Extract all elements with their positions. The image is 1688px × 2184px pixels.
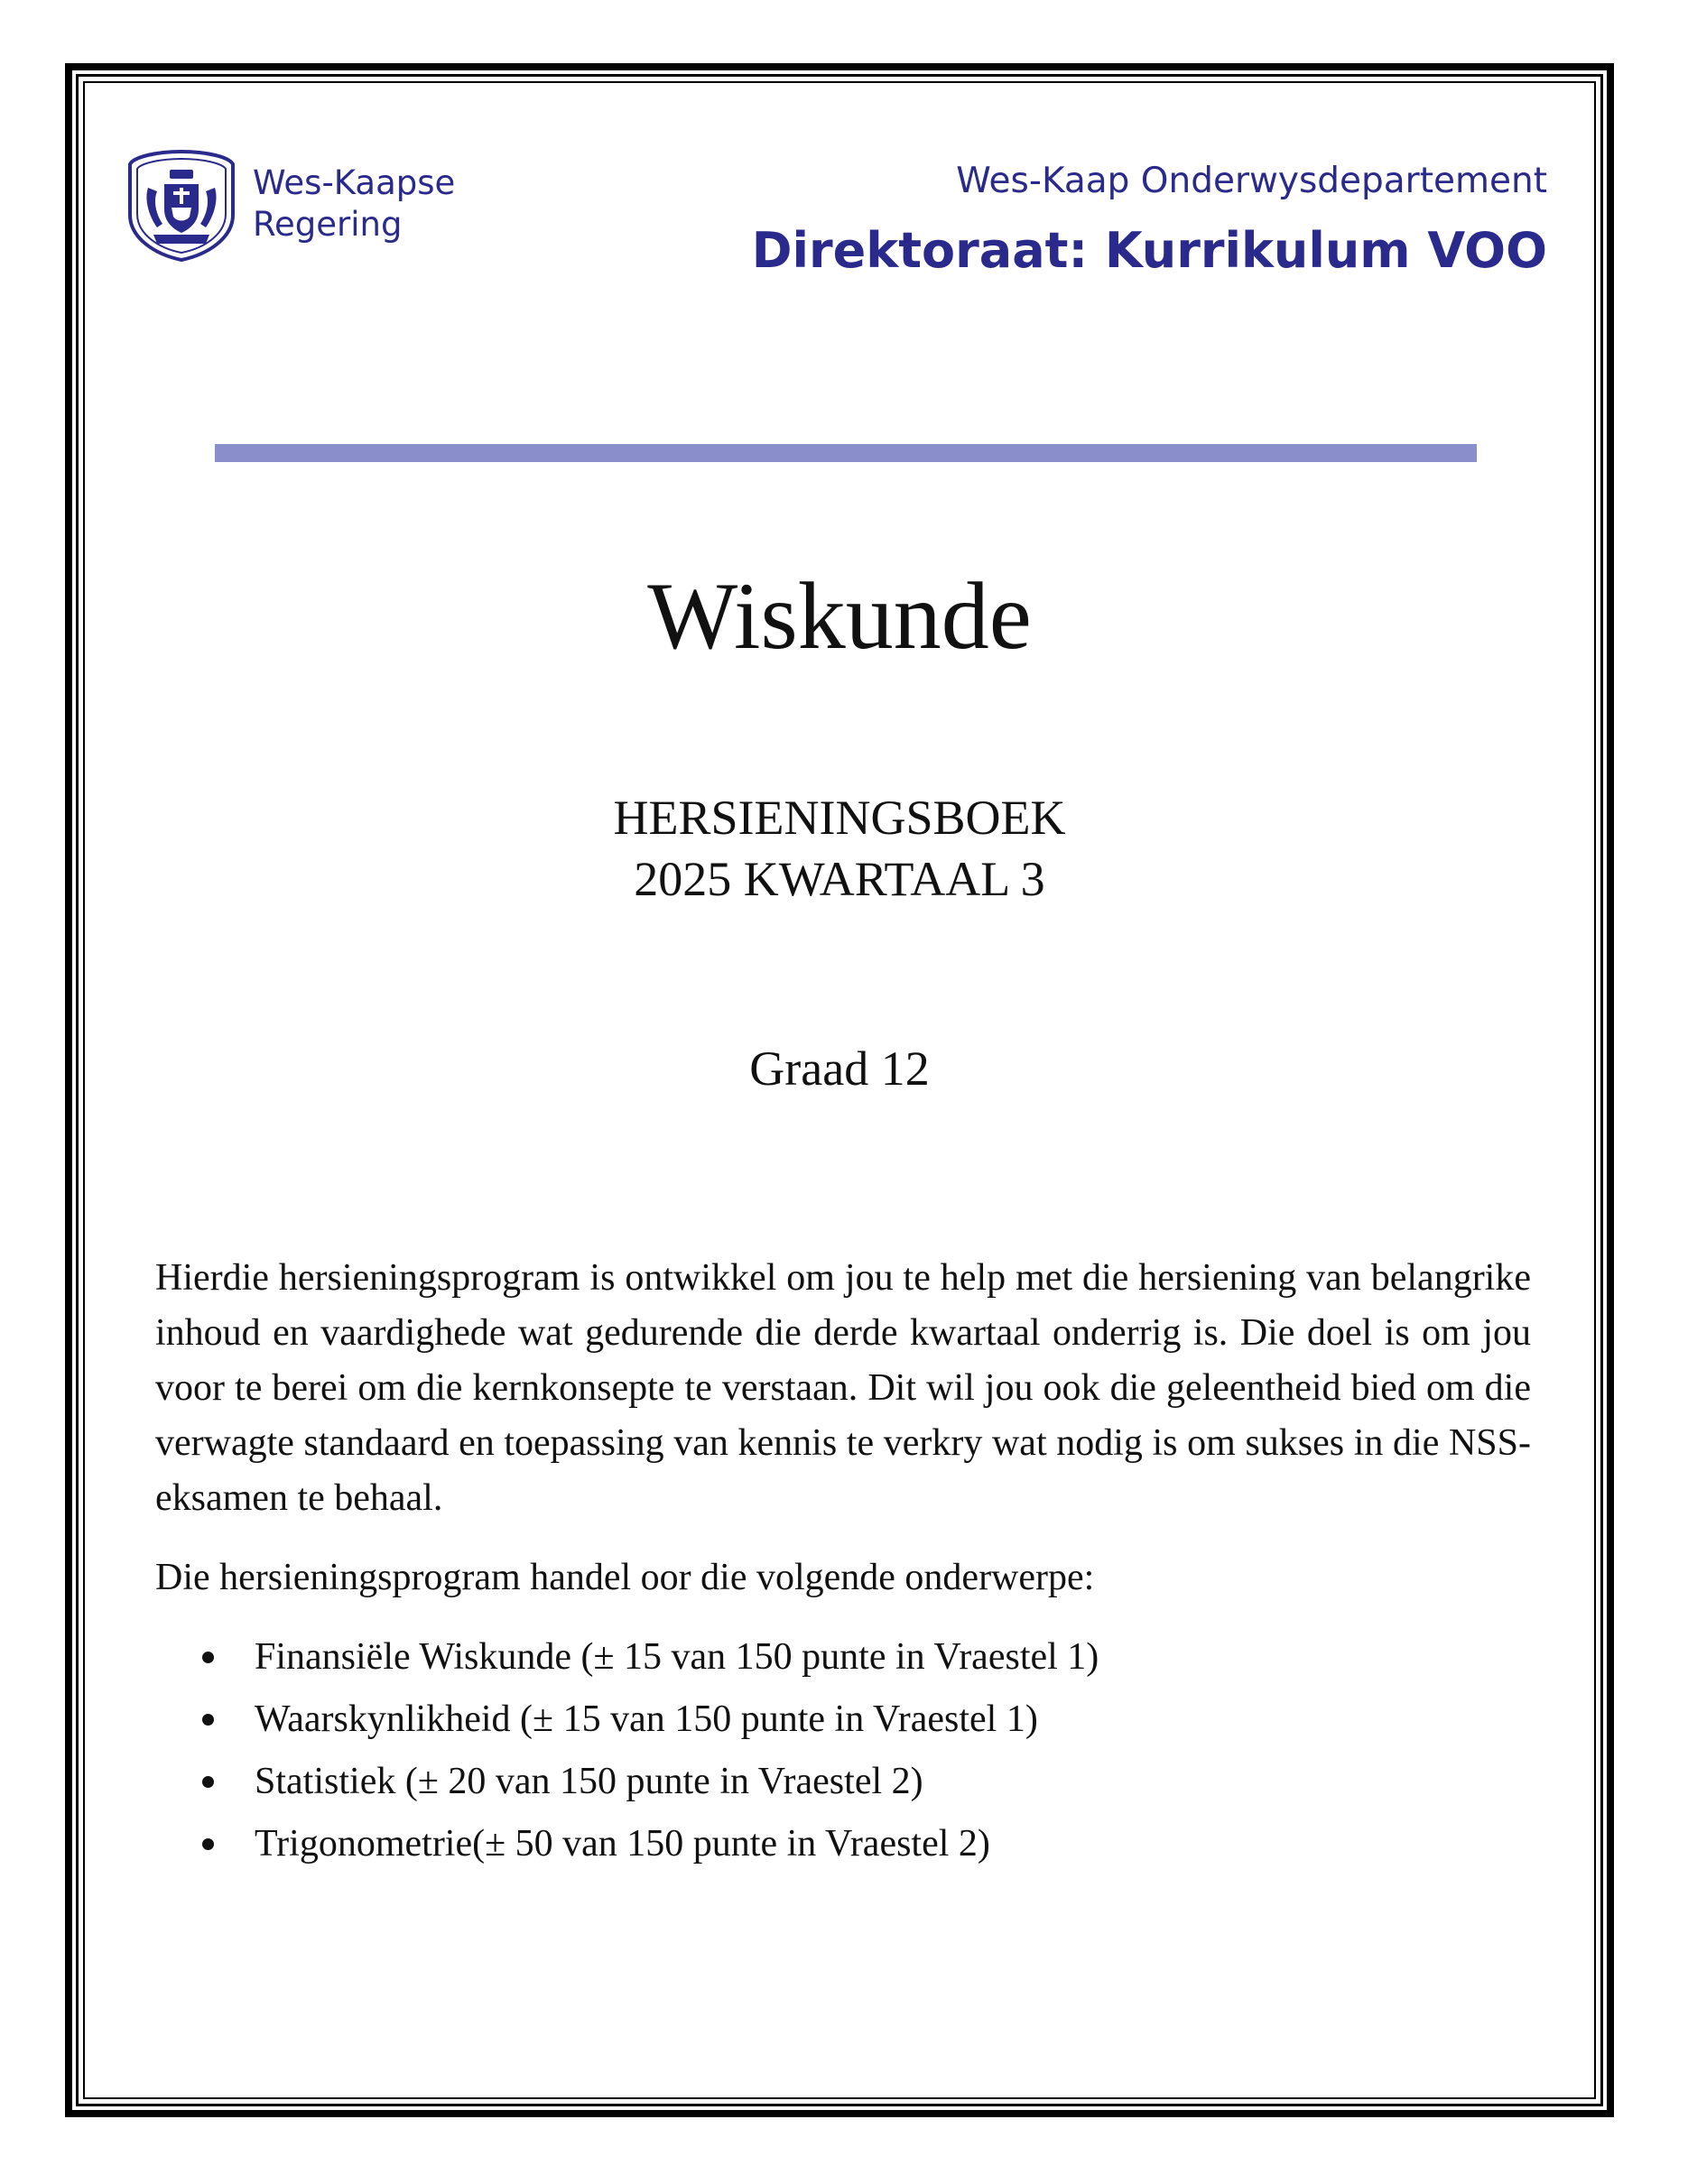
topic-text: Waarskynlikheid (± 15 van 150 punte in Vraestel 1) (255, 1698, 1038, 1740)
topic-text: Finansiële Wiskunde (± 15 van 150 punte in Vraestel 1) (255, 1636, 1099, 1678)
grade-label: Graad 12 (749, 1041, 930, 1096)
header-divider (215, 444, 1477, 462)
subtitle-line1: HERSIENINGSBOEK (613, 791, 1066, 845)
bullet-dot-icon (202, 1652, 214, 1663)
logo-wordmark (253, 162, 455, 245)
intro-paragraph: Hierdie hersieningsprogram is ontwikkel om jou te help met die hersiening van belangrike inhoud en vaardighede wat gedurende die derde kwartaal onderrig is. Die doel is om jou voor te berei om die kernkonsepte te verstaan. Dit wil jou ook die geleentheid bied om die verwagte standaard en toepassing van kennis te verkry wat nodig is om sukses in die NSS-eksamen te behaal. (155, 1257, 1531, 1519)
department-name: Wes-Kaap Onderwysdepartement (956, 161, 1547, 201)
bullet-dot-icon (202, 1838, 214, 1850)
page-title: Wiskunde (647, 563, 1032, 669)
logo-text-line2: Regering (253, 205, 403, 244)
bullet-dot-icon (202, 1776, 214, 1788)
directorate-name: Direktoraat: Kurrikulum VOO (751, 222, 1547, 279)
topics-list (155, 1626, 1099, 1875)
coat-of-arms-icon (121, 144, 242, 265)
subtitle-line2: 2025 KWARTAAL 3 (634, 852, 1045, 906)
list-item (155, 1689, 1099, 1751)
topic-text: Statistiek (± 20 van 150 punte in Vraestel 2) (255, 1761, 923, 1802)
topics-lead-in: Die hersieningsprogram handel oor die volgende onderwerpe: (155, 1557, 1095, 1598)
page-subtitle (83, 787, 1596, 910)
logo-text-line1: Wes-Kaapse (253, 163, 456, 202)
topic-text: Trigonometrie(± 50 van 150 punte in Vraestel 2) (255, 1823, 990, 1865)
list-item (155, 1813, 1099, 1875)
bullet-dot-icon (202, 1714, 214, 1726)
list-item (155, 1626, 1099, 1689)
list-item (155, 1751, 1099, 1813)
